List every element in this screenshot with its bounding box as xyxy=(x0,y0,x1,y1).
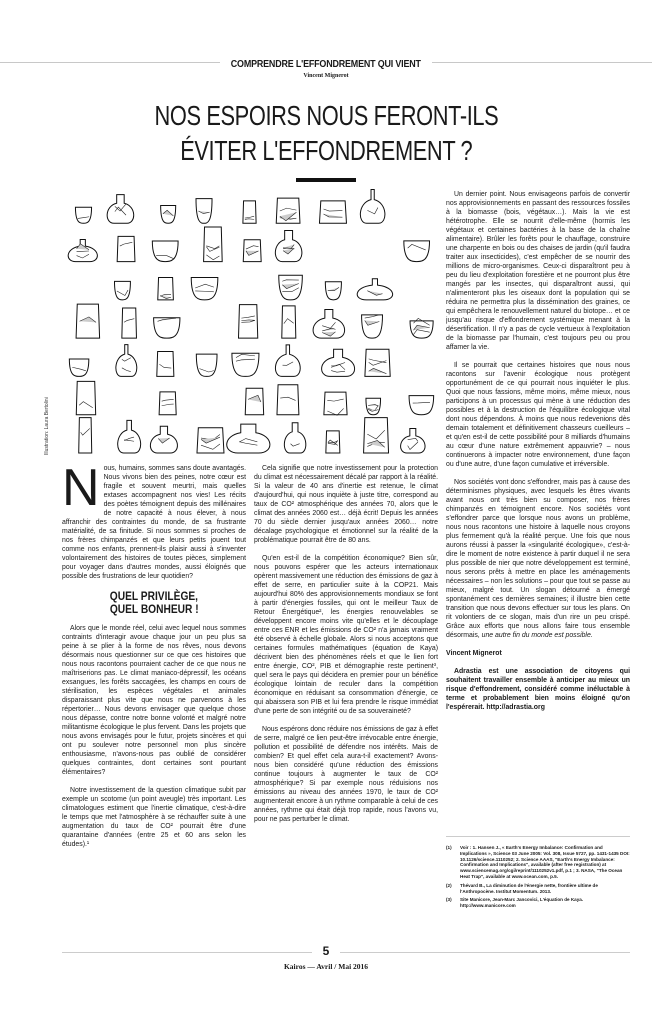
vase-drawing xyxy=(243,201,256,223)
vase-drawing xyxy=(401,429,425,453)
section-rubric xyxy=(0,54,652,79)
subheading-line-1: QUEL PRIVILÈGE, xyxy=(109,589,199,603)
paragraph xyxy=(446,478,630,640)
paragraph: Un dernier point. Nous envisageons parfois de convertir nos approvisionnements en passant des ressources fossiles à la biomasse (bois, végétaux…). Mais la vie est hétérotrophe. Elle se nourrit d'elle-même (hormis les végétaux et certaines bactéries à la base de la chaîne alimentaire). Brûler les forêts pour le chauffage, construire une charpente en bois ou des chaises de jardin (qu'il faudra traiter aux insecticides), c'est empêcher de se nourrir des millions de micro-organismes. Ceux-ci disparaîtront peu à peu du lieu d'exploitation forestière et ne pourront plus être mangés par les insectes, qui disparaîtront aussi, qui n'alimenteront plus les oiseaux dont la population qui se réduira ne permettra plus la dissémination des graines, ce qui empêchera le renouvellement naturel du biotope… et ce jusqu'au risque d'effondrement systémique menant à la désertification. Il n'y a pas de cycle vertueux à l'exploitation de la biomasse par l'humain, c'est toujours peu ou prou affamer la vie. xyxy=(446,191,630,351)
vase-drawing xyxy=(404,241,430,262)
vase-drawing xyxy=(204,227,223,262)
vase-drawing xyxy=(76,304,100,338)
paragraph: Notre investissement de la question climatique subit par exemple un scotome (un point aveugle) très important. Les climatologues estiment que l'inertie climatique, c'est-à-dire le temps que met l'atmosphère à se réchauffer suite à une augmentation du taux de CO² pourrait être d'une quarantaine d'années (entre 25 et 60 ans selon les études).¹ xyxy=(62,787,246,848)
footnote-text: Thévard B., La diminution de l'énergie nette, frontière ultime de l'Anthropocène. Institut Momentum. 2013. xyxy=(460,882,598,894)
vase-drawing xyxy=(410,318,433,338)
article-title xyxy=(0,98,652,168)
vase-drawing xyxy=(196,199,212,224)
column-1 xyxy=(62,459,246,858)
vase-drawing xyxy=(366,398,381,414)
vase-drawing xyxy=(243,240,261,262)
title-line-1: NOS ESPOIRS NOUS FERONT-ILS xyxy=(154,100,498,131)
footnote xyxy=(446,845,630,880)
issue-info: Kairos — Avril / Mai 2016 xyxy=(283,962,369,971)
paragraph-text: ous, humains, sommes sans doute avantagés. Nous vivons bien des peines, notre cœur est fragile et souvent meurtri, mais quelles extases accompagnent nos vies! Les récits des poètes témoignent depuis des millénaires de notre capacité à nous élever, à nous affranchir des contraintes du monde, de sa frustrante matérialité, de sa finitude. Si nous sommes si proches de nos frères chimpanzés et que leurs petits jouent tout comme nos enfants, prennent-ils plaisir aussi à s'inventer volontairement des histoires de toutes pièces, simplement pour voyager dans d'autres mondes, aussi éloignés que possible des frustrations de leur quotidien? xyxy=(62,465,246,580)
footnote xyxy=(446,883,630,895)
page-number: 5 xyxy=(322,944,330,958)
vase-drawing xyxy=(158,277,174,299)
vase-drawing xyxy=(116,345,137,377)
vase-drawing xyxy=(326,431,340,453)
vase-drawing xyxy=(238,305,257,339)
vase-drawing xyxy=(277,385,299,415)
author-signature: Vincent Mignerot xyxy=(446,650,502,657)
illustration-credit: Illustration: Laura Bertolini xyxy=(44,397,50,455)
vase-drawing xyxy=(409,396,434,415)
vase-drawing xyxy=(161,206,176,224)
paragraph: Nous espérons donc réduire nos émissions de gaz à effet de serre, malgré ce lien peut-être irrévocable entre énergie, pollution et possibilité de défendre nos intérêts. Mais de combien? Et quel effet cela aura-t-il exactement? Avons-nous bien considéré qu'une réduction des émissions continue toujours à augmenter le taux de CO² atmosphérique? Si par exemple nous réduisions nos émissions au niveau des années 1970, le taux de CO² augmenterait encore à un rythme comparable à celui de ces années, rythme qui était déjà trop rapide, nous l'avons vu, pour ne pas perturber le climat. xyxy=(254,726,438,823)
vase-drawing xyxy=(69,359,88,376)
vase-drawing xyxy=(232,353,259,376)
vase-drawing xyxy=(117,236,135,261)
vase-drawing xyxy=(118,420,141,453)
vase-drawing xyxy=(196,354,217,376)
footnote-text: Voir : 1. Hansen J., « Earth's Energy Imbalance: Confirmation and Implications », Science 03 June 2005: Vol. 308, Issue 5727, pp. 1431-1435 DOI: 10.1126/science.1110252; 2. Science AAAS, "Earth's Energy Imbalance: Confirmation and Implications", available (after free registration) at www.sciencemag.org/cgi/reprint/1110252v1.pdf, p.1 ; 3. NASA, "The Ocean Heat Trap", available at www.ocean.com, p.5. xyxy=(460,845,630,879)
vase-drawing xyxy=(313,309,345,338)
broken-vases-illustration xyxy=(62,188,438,456)
vase-drawing xyxy=(154,318,180,338)
footnotes xyxy=(446,836,630,912)
vase-drawing xyxy=(245,388,263,415)
vase-drawing xyxy=(197,428,224,453)
drop-cap: N xyxy=(62,459,100,517)
paragraph: Qu'en est-il de la compétition économique? Bien sûr, nous pouvons espérer que les acteurs internationaux opèrent massivement une réduction des émissions de gaz à effet de serre, en particulier suite à la COP21. Mais aujourd'hui 80% des approvisionnements mondiaux se font à partir d'énergies fossiles, qui ont le meilleur Taux de Retour Énergétique², les énergies renouvelables se développent encore moins vite qu'elles et le découplage entre ces ENR et les émissions de CO² n'a jamais vraiment été observé à échelle globale. Alors si nous acceptons que certaines formules mathématiques (équation de Kaya) décrivent bien des phénomènes réels et que le lien fort entre énergie, CO², PIB et démographie reste pertinent³, quel sera le pays qui décidera en premier pour un bénéfice écologique lointain de reculer dans la compétition économique en réduisant sa consommation d'énergie, ce qui abaissera son PIB et lui fera prendre le risque immédiat d'une perte de son intégrité ou de sa souveraineté? xyxy=(254,555,438,715)
paragraph: Alors que le monde réel, celui avec lequel nous sommes contraints d'interagir avoue chaque jour un peu plus sa peine à se plier à la forme de nos rêves, nous devons désormais nous questionner sur ce que ces histoires que nous nous racontons pourraient cacher de ce que nous ne maîtriserions pas. Le climat maniaco-dépressif, les océans exsangues, les forêts saccagées, les champs en cours de stérilisation, les espèces végétales et animales disparaissant plus vite que nous ne parvenons à les répertorier… Nous devons envisager que quelque chose nous dépasse, contre notre bonne volonté et malgré notre militantisme écologique le plus fervent. Dans les projets que nous avons envisagés pour le futur, projets sincères et qui ont pu soulever notre personnel mon plus sincère enthousiasme, n'avons-nous pas oublié de considérer quelques contraintes, dont certaines sont pourtant élémentaires? xyxy=(62,625,246,776)
vase-drawing xyxy=(79,418,92,453)
vase-drawing xyxy=(76,381,95,414)
vase-drawing xyxy=(275,230,302,261)
paragraph-intro xyxy=(62,459,246,581)
paragraph-italic-text: une autre fin du monde est possible. xyxy=(481,632,593,639)
vase-drawing xyxy=(325,282,341,300)
rubric-author: Vincent Mignerot xyxy=(303,73,349,79)
vase-drawing xyxy=(68,240,97,262)
vase-drawing xyxy=(107,195,134,224)
subheading-line-2: QUEL BONHEUR ! xyxy=(109,602,199,616)
footnote-number: (3) xyxy=(446,897,452,903)
vase-drawing xyxy=(322,349,355,376)
vase-drawing xyxy=(157,352,174,377)
vase-drawing xyxy=(122,308,137,338)
vase-drawing xyxy=(75,207,91,223)
footnote-text: Site Manicore, Jean-Marc Jancovici, L'équation de Kaya. http://www.manicore.com xyxy=(460,897,584,909)
vase-drawing xyxy=(227,424,270,453)
paragraph: Il se pourrait que certaines histoires que nous nous racontons sur l'avenir écologique nous protègent opportunément de ce qui pourrait nous inquiéter le plus. Quoi que nous fassions, même moins, même mieux, nous participons à un processus qui mène à une réduction des possibles et à la destruction de l'équilibre écologique vital dont nous dépendons. À moins que nous redevenions dès demain totalement et définitivement chasseurs cueilleurs – et qu'en est-il de cette possibilité pour 8 milliards d'humains au cœur d'une nature extrêmement appauvrie? – nous continuerons à impacter notre environnement, d'une façon ou d'une autre, d'une façon cumulative et irréversible. xyxy=(446,362,630,468)
footnote-number: (1) xyxy=(446,845,452,850)
footnote-number: (2) xyxy=(446,882,452,888)
vase-drawing xyxy=(114,281,130,299)
rubric-rule-right xyxy=(432,62,652,63)
rubric-title: COMPRENDRE L'EFFONDREMENT QUI VIENT xyxy=(226,58,426,70)
paragraph-text: Nos sociétés vont donc s'effondrer, mais pas à cause des déterminismes physiques, avec lesquels les êtres vivants avant nous ont très bien su composer, nos frères chimpanzés en témoignent encore. Nos sociétés vont s'effondrer parce que lorsque nous avons un problème, nous nous racontons une histoire à laquelle nous croyons plus fermement qu'à la réalité perçue. Une fois que nous aurons réussi à passer la «singularité écologique», c'est-à-dire le moment de notre existence à partir duquel il ne sera plus possible de nier que notre développement est terminé, nous serons prêts à mettre en place les aménagements nécessaires – non les solutions – pour que tout se passe au mieux, malgré tout. Un slogan détourné a émergé spontanément ces dernières semaines; il illustre bien cette transition que nous devons effectuer sur tous les plans. On rit volontiers de ce slogan, mais d'un rire un peu crispé. Grâce aux efforts que nous allons faire tous ensemble désormais, xyxy=(446,479,630,639)
vase-drawing xyxy=(152,241,178,262)
vase-drawing xyxy=(360,190,385,224)
vase-drawing xyxy=(159,392,176,415)
vase-drawing xyxy=(150,426,177,453)
vase-drawing xyxy=(324,392,347,415)
vase-drawing xyxy=(365,349,390,376)
vase-drawing xyxy=(276,198,300,223)
footnote xyxy=(446,897,630,909)
column-3 xyxy=(446,190,630,836)
vase-drawing xyxy=(357,279,392,300)
vase-drawing xyxy=(279,275,303,300)
association-note: Adrastia est une association de citoyens qui souhaitent travailler ensemble à anticiper au mieux un risque d'effondrement, considéré comme inéluctable à terme et probablement bien moins éloigné qu'on l'espérerait. http://adrastia.org xyxy=(446,668,630,711)
vase-drawing xyxy=(319,201,346,223)
vase-drawing xyxy=(275,345,300,377)
vase-drawing xyxy=(191,278,218,300)
vase-drawing xyxy=(362,315,383,338)
title-divider xyxy=(296,178,356,182)
rubric-rule-left xyxy=(0,62,220,63)
vase-drawing xyxy=(282,306,296,338)
paragraph: Cela signifie que notre investissement pour la protection du climat est nécessairement décalé par rapport à la réalité. Si la valeur de 40 ans d'inertie est retenue, le climat d'aujourd'hui, qui nous inquiète à juste titre, correspond au taux de CO² atmosphérique des années 70, alors que le climat des années 2060 est… déjà écrit! Depuis les années 70 du siècle dernier jusqu'aux années 2060… notre décalage psychologique et émotionnel sur la réalité de la problématique pourrait être de 80 ans. xyxy=(254,465,438,544)
vase-drawing xyxy=(364,418,389,453)
vase-drawing xyxy=(284,423,305,453)
column-2 xyxy=(254,464,438,833)
subheading xyxy=(62,590,246,616)
title-line-2: ÉVITER L'EFFONDREMENT ? xyxy=(179,135,473,166)
